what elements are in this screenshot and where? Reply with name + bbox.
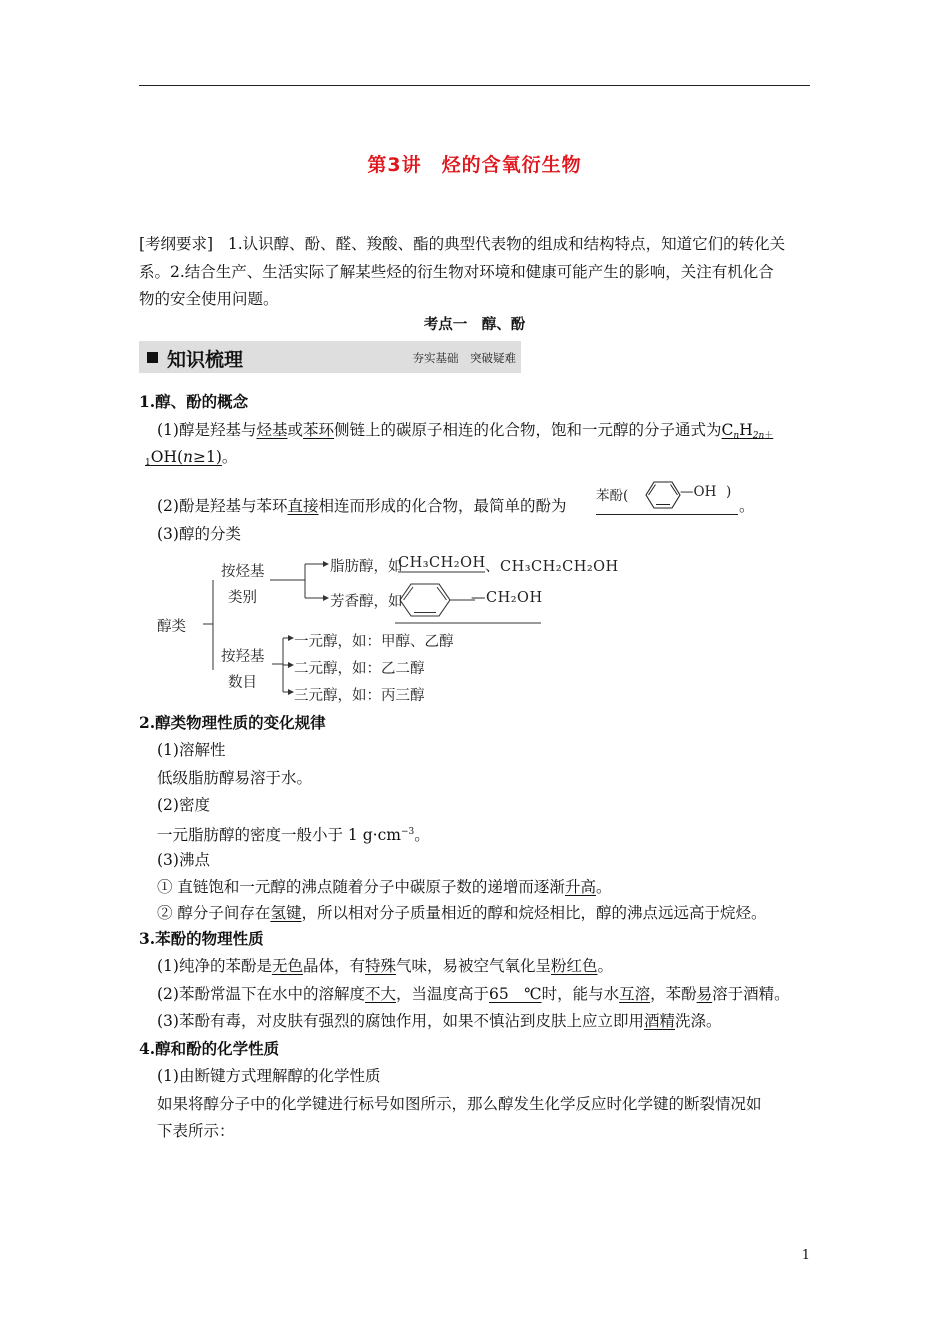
requirements-line-1: [考纲要求] 1.认识醇、酚、醛、羧酸、酯的典型代表物的组成和结构特点，知道它们的转化关: [139, 235, 786, 253]
s2-boiling-1: ① 直链饱和一元醇的沸点随着分子中碳原子数的递增而逐渐升高。: [157, 878, 612, 896]
s2-density: 一元脂肪醇的密度一般小于 1 $g\cdot cm^{-3}$。: [157, 826, 430, 844]
s3-heading: 3.苯酚的物理性质: [139, 929, 264, 948]
root-label: 醇类: [157, 619, 186, 635]
alcohol-classification-diagram: 醇类 按烃基 类别 脂肪醇，如 CH₃CH₂OH 、CH₃CH₂CH₂OH 芳香醇，如 —CH₂OH 按羟基 数目 一元醇，如：甲醇、乙醇 二元醇，如：乙二醇 三元醇，如：丙三醇: [155, 552, 625, 712]
requirements-label: [考纲要求]: [139, 235, 214, 253]
s2-boiling-2: ② 醇分子间存在氢键，所以相对分子质量相近的醇和烷烃相比，醇的沸点远远高于烷烃。: [157, 904, 767, 922]
section-subtitle: 夯实基础 突破疑难: [412, 351, 516, 365]
requirements-line-3: 物的安全使用问题。: [139, 290, 279, 308]
phenol-answer: 苯酚( —OH ): [596, 480, 738, 515]
s1-p3: (3)醇的分类: [157, 525, 241, 543]
requirements-line-2: 系。2.结合生产、生活实际了解某些烃的衍生物对环境和健康可能产生的影响，关注有机化合: [139, 263, 774, 281]
section-bar: [139, 341, 521, 373]
s1-p1-cont: $_1$OH(n≥1)。: [145, 448, 238, 468]
s3-line-3: (3)苯酚有毒，对皮肤有强烈的腐蚀作用，如果不慎沾到皮肤上应立即用酒精洗涤。: [157, 1012, 722, 1030]
square-bullet-icon: [147, 352, 158, 363]
section-title: 知识梳理: [167, 349, 244, 371]
s1-p1: (1)醇是羟基与烃基或苯环侧链上的碳原子相连的化合物，饱和一元醇的分子通式为$C_nH_{2n+}$: [157, 421, 774, 441]
page-number: 1: [801, 1248, 810, 1263]
general-formula: $C_nH_{2n+}$: [721, 421, 774, 441]
s4-heading: 4.醇和酚的化学性质: [139, 1039, 280, 1058]
s3-line-2: (2)苯酚常温下在水中的溶解度不大，当温度高于65 ℃时，能与水互溶，苯酚易溶于酒精。: [157, 985, 790, 1003]
s1-heading: 1.醇、酚的概念: [139, 392, 249, 411]
s2-heading: 2.醇类物理性质的变化规律: [139, 713, 326, 732]
s1-p2: (2)酚是羟基与苯环直接相连而形成的化合物，最简单的酚为: [157, 497, 567, 515]
header-rule: [139, 85, 810, 86]
lecture-title: 第3讲 烃的含氧衍生物: [367, 154, 582, 176]
s3-line-1: (1)纯净的苯酚是无色晶体，有特殊气味，易被空气氧化呈粉红色。: [157, 957, 614, 975]
kaodian-heading: 考点一 醇、酚: [423, 317, 526, 333]
